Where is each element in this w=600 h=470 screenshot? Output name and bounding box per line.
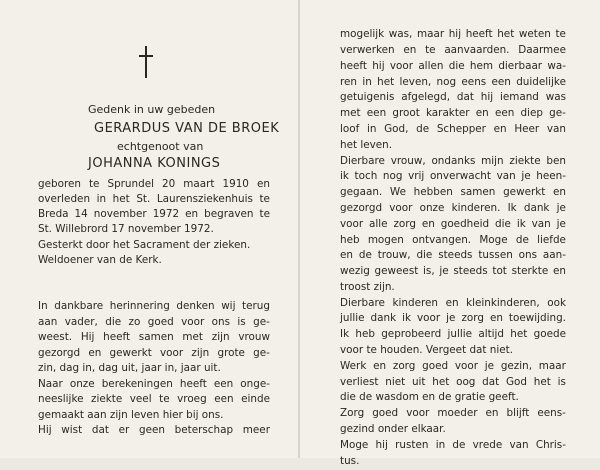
deceased-name: GERARDUS VAN DE BROEK [94,121,280,136]
word: duidelijke [516,76,566,88]
word: dat [456,91,474,103]
word: die [416,249,433,261]
word: samen [138,331,174,343]
word: Dierbare [340,155,385,167]
word: en [553,186,566,198]
word: die [105,316,122,328]
word: onze [69,378,95,390]
left-text-line: gemaakt aan zijn leven hier bij ons. [38,409,224,421]
word: 1910 [222,178,249,190]
word: en [185,208,199,220]
intro-line: Gedenk in uw gebeden [88,103,216,116]
word: mogelijk [340,28,385,40]
word: maar [416,28,445,40]
word: te [425,44,436,56]
word: ons [518,249,538,261]
word: tot [492,265,507,277]
word: allen [418,60,444,72]
word: in [362,76,372,88]
word: met [182,331,204,343]
right-text-line: voor te houden. Vergeet dat niet. [340,344,514,356]
word: jullie [447,328,473,340]
word: karakter [425,107,470,119]
right-text-line [340,185,566,201]
word: niet [385,376,406,388]
word: een [213,378,234,390]
word: november [93,208,147,220]
word: trouw, [377,249,411,261]
right-text-line [340,359,566,375]
word: voor [181,316,205,328]
word: Dierbare [340,297,385,309]
word: een [366,107,387,119]
word: mogen [367,234,404,246]
word: eens- [537,407,566,419]
word: de [358,249,372,261]
word: heeft [179,378,207,390]
word: voor [454,360,478,372]
word: afgelegd, [401,91,451,103]
cross-icon [138,46,156,78]
word: je [439,265,449,277]
word: een [214,393,234,405]
word: die [495,218,511,230]
word: Breda [38,208,69,220]
word: neeslijke [38,393,84,405]
left-text-line [38,315,270,331]
word: ziekte [91,393,123,405]
word: vader, [64,316,98,328]
word: met [340,107,361,119]
word: hij [372,60,385,72]
word: en [489,312,503,324]
word: hij [480,91,494,103]
word: gezorgd [38,347,81,359]
left-text-line: Weldoener van de Kerk. [38,254,162,266]
word: weest. [38,331,73,343]
word: beterschap [174,424,234,436]
word: onze [419,202,445,214]
word: en [493,123,507,135]
word: je [556,202,566,214]
word: nog [436,76,457,88]
right-text-line [340,90,566,106]
left-text-line [38,207,270,223]
word: 20 [162,178,176,190]
word: herinnering [109,300,170,312]
word: zorg [461,312,484,324]
word: Schepper [436,123,486,135]
word: en [340,249,353,261]
word: geboren [38,178,81,190]
word: de [416,123,430,135]
word: rusten [395,439,429,451]
word: onge- [240,378,270,390]
word: is, [423,265,435,277]
word: de [452,439,466,451]
word: blijft [506,407,530,419]
left-text-line [38,299,270,315]
word: meer [242,424,270,436]
right-text-line: die de wasdom en de gratie geeft. [340,391,519,403]
word: heb [340,234,360,246]
word: gewerkt [109,347,152,359]
word: je [521,170,531,182]
word: vrede [472,439,503,451]
word: voor [160,347,184,359]
word: iemand [499,91,539,103]
word: toch [354,170,378,182]
word: te [259,208,270,220]
word: hebben [413,186,453,198]
word: ge- [549,107,566,119]
right-text-line [340,201,566,217]
word: kinderen [392,297,439,309]
word: goed [147,316,174,328]
word: aanvaarden. [444,44,510,56]
right-text-line: gezind onder elkaar. [340,423,446,435]
word: berekeningen [101,378,173,390]
word: van [496,170,516,182]
word: voor [389,202,413,214]
word: van [546,123,566,135]
word: kinderen. [451,202,501,214]
word: gezorgd [340,202,383,214]
word: maart [183,178,215,190]
word: Moge [479,234,508,246]
word: nog [382,170,403,182]
right-text-line [340,27,566,43]
word: van [531,218,551,230]
word: In [38,300,48,312]
word: God [505,376,527,388]
right-text-line [340,59,566,75]
left-text-line: zin, dag in, dag uit, jaar in, jaar uit. [38,362,221,374]
relation-line: echtgenoot van [117,140,204,153]
word: wist [61,424,83,436]
right-text-line [340,264,566,280]
word: tussen [478,249,513,261]
word: in [435,439,446,451]
word: Sprundel [107,178,154,190]
word: en [373,360,387,372]
word: ik [516,218,526,230]
word: Naar [38,378,63,390]
word: denken [176,300,215,312]
word: dierbaar [498,60,543,72]
word: en [445,297,459,309]
word: ons [211,316,231,328]
word: kleinkinderen, [466,297,540,309]
word: ik [402,312,412,324]
word: begraven [204,208,254,220]
word: en [475,107,489,119]
word: terug [242,300,270,312]
word: Moge [340,439,369,451]
word: gezin, [500,360,533,372]
word: goed [372,407,399,419]
right-text-line [340,296,566,312]
word: St. [136,193,151,205]
left-text-line [38,330,270,346]
word: 1972 [152,208,180,220]
right-text-line [340,375,566,391]
left-text-line: St. Willebrord 17 november 1972. [38,223,214,235]
word: dankbare [54,300,104,312]
word: ontvangen. [412,234,472,246]
word: hem [469,60,494,72]
word: een [491,76,511,88]
word: Hij [80,331,95,343]
word: diep [520,107,543,119]
word: Werk [340,360,367,372]
right-text-line [340,169,566,185]
word: het [112,193,130,205]
word: Laurensziekenhuis [156,193,253,205]
word: was [545,91,566,103]
word: liefde [537,234,566,246]
right-text-line [340,406,566,422]
right-text-line [340,75,566,91]
right-text-line [340,154,566,170]
word: einde [241,393,270,405]
word: voor [417,312,441,324]
word: Hij [38,424,52,436]
word: te [159,393,170,405]
word: en [403,44,417,56]
word: vroeg [177,393,207,405]
word: dat [482,376,500,388]
word: is [557,376,566,388]
word: goede [533,328,566,340]
word: veel [129,393,152,405]
word: getuigenis [340,91,395,103]
word: en [552,265,566,277]
word: 14 [74,208,88,220]
word: eens [461,76,487,88]
left-text-line [38,423,270,439]
right-text-line [340,438,566,454]
word: heeft [103,331,131,343]
word: te [88,178,100,190]
word: ren [340,76,358,88]
word: voor [340,218,364,230]
word: aan [38,316,58,328]
word: Ik [340,328,350,340]
word: We [389,186,406,198]
word: maar [538,360,566,372]
word: en [256,178,270,190]
word: zo [128,316,141,328]
right-text-line [340,233,566,249]
word: dat [91,424,109,436]
word: toewijding. [508,312,566,324]
left-text-line [38,192,270,208]
word: jullie [340,312,365,324]
word: grote [217,347,245,359]
word: Daarmee [518,44,566,56]
word: zijn [211,331,230,343]
word: die [448,60,465,72]
word: leven, [399,76,432,88]
word: van [509,439,529,451]
word: hij [448,28,462,40]
word: ge- [253,347,270,359]
word: altijd [478,328,505,340]
word: steeds [438,249,473,261]
word: vrij [408,170,425,182]
word: alle [369,218,388,230]
word: een [494,107,515,119]
word: ben [546,155,566,167]
word: sterkte [511,265,549,277]
spouse-name: JOHANNA KONINGS [88,156,221,171]
word: de [515,234,529,246]
word: in [96,193,107,205]
right-text-line [340,248,566,264]
word: overleden [38,193,91,205]
word: geen [139,424,165,436]
left-text-line [38,177,270,193]
word: samen [460,186,496,198]
left-text-line [38,377,270,393]
word: het [533,376,551,388]
word: steeds [453,265,488,277]
word: in [366,123,377,135]
word: voor [389,60,414,72]
word: Zorg [340,407,365,419]
word: aan- [542,249,566,261]
word: hij [375,439,388,451]
word: is [237,316,246,328]
word: dank [523,202,550,214]
left-panel [0,0,298,458]
word: God, [384,123,409,135]
right-text-line [340,217,566,233]
word: wij [221,300,236,312]
left-text-line [38,392,270,408]
word: en [485,407,499,419]
word: dank [370,312,397,324]
word: Heer [514,123,540,135]
word: goedheid [440,218,490,230]
word: geweest [374,265,419,277]
word: voor [406,407,430,419]
right-text-line [340,43,566,59]
word: ziekte [509,155,541,167]
word: je [446,312,456,324]
word: loof [340,123,360,135]
word: vrouw [238,331,270,343]
word: Ik [507,202,517,214]
right-text-line [340,311,566,327]
word: ik [340,170,349,182]
word: groot [392,107,420,119]
right-text-line: het leven. [340,139,393,151]
word: wa- [547,60,566,72]
word: mijn [481,155,504,167]
right-text-line: tus. [340,455,360,467]
word: gegaan. [340,186,383,198]
word: te [259,193,270,205]
word: heen- [536,170,566,182]
word: uit [411,376,426,388]
word: verwerken [340,44,395,56]
word: zorg [392,360,416,372]
word: en [88,347,102,359]
word: te [555,28,566,40]
word: Chris- [535,439,566,451]
word: wezig [340,265,370,277]
word: verliest [340,376,379,388]
word: ondanks [431,155,476,167]
word: gewerkt [503,186,546,198]
word: ook [547,297,566,309]
word: was, [388,28,413,40]
right-text-line [340,106,566,122]
word: goed [422,360,449,372]
word: en [421,218,435,230]
right-text-line [340,122,566,138]
word: het [510,328,528,340]
word: je [556,218,566,230]
word: heb [355,328,375,340]
right-panel [300,0,600,467]
word: oog [456,376,476,388]
word: ge- [253,316,270,328]
word: zijn [191,347,210,359]
word: zorg [393,218,416,230]
word: je [484,360,495,372]
word: het [432,376,450,388]
left-text-line [38,346,270,362]
word: er [118,424,130,436]
word: weten [518,28,551,40]
word: heeft [340,60,367,72]
word: het [377,76,395,88]
word: onverwacht [429,170,491,182]
word: geprobeerd [381,328,442,340]
word: moeder [437,407,478,419]
word: vrouw, [390,155,426,167]
word: heeft [465,28,493,40]
word: het [497,28,515,40]
right-text-line: troost zijn. [340,281,395,293]
right-text-line [340,327,566,343]
left-text-line: Gesterkt door het Sacrament der zieken. [38,239,251,251]
